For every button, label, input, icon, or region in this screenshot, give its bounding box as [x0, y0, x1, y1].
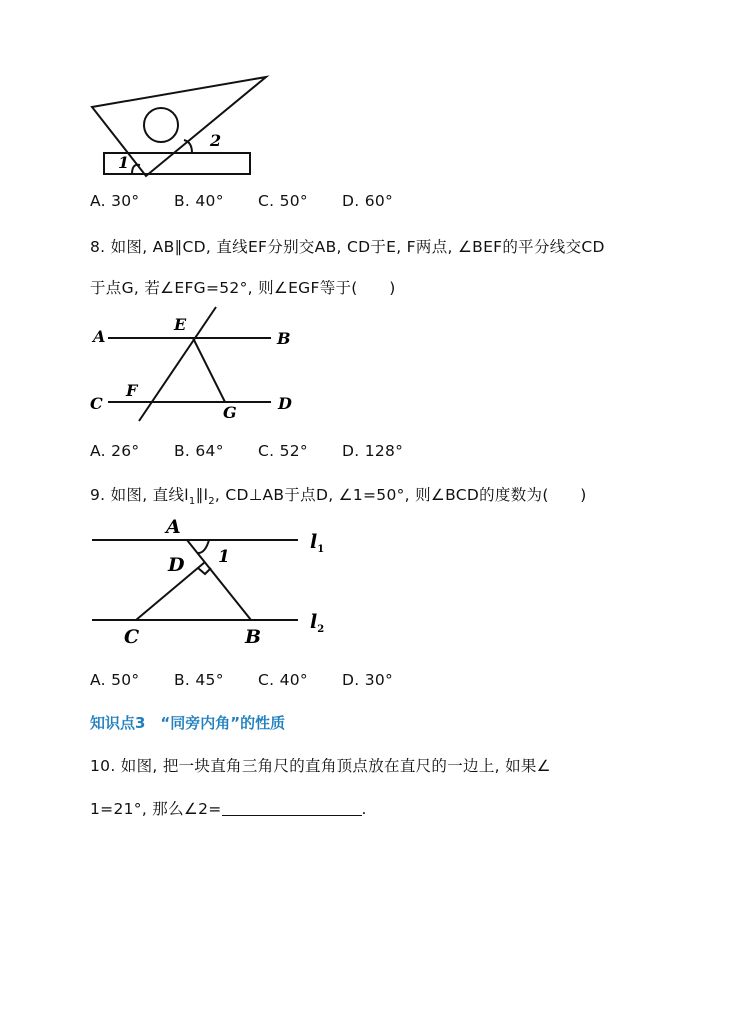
label-b: B: [245, 626, 262, 648]
q8-figure: [85, 305, 310, 425]
label-l2-letter: l: [310, 611, 318, 633]
q9-choice-d[interactable]: D. 30°: [342, 671, 394, 689]
q7-choice-a[interactable]: A. 30°: [90, 192, 140, 210]
angle-2-arc: [184, 140, 192, 153]
q7-figure: [88, 70, 278, 180]
q8-choice-d[interactable]: D. 128°: [342, 442, 404, 460]
q8-choices: [90, 442, 426, 460]
q10-text-line1: 10. 如图, 把一块直角三角尺的直角顶点放在直尺的一边上, 如果∠: [90, 757, 551, 775]
q10-text-line2: [90, 797, 367, 819]
q9-choice-c[interactable]: C. 40°: [258, 671, 308, 689]
label-l2: [310, 611, 324, 635]
q8-text-line1: 8. 如图, AB∥CD, 直线EF分别交AB, CD于E, F两点, ∠BEF的平分线交CD: [90, 238, 605, 256]
set-square-hole: [144, 108, 178, 142]
label-d: D: [168, 554, 185, 576]
label-b: B: [277, 329, 291, 348]
q7-choice-c[interactable]: C. 50°: [258, 192, 308, 210]
section-heading: 知识点3 “同旁内角”的性质: [90, 714, 286, 732]
q8-text-line2: 于点G, 若∠EFG=52°, 则∠EGF等于( ): [90, 279, 396, 297]
q9-sub1: 1: [188, 496, 196, 508]
label-c: C: [124, 626, 140, 648]
q10-line2-prefix: 1=21°, 那么∠2=: [90, 800, 222, 818]
q10-answer-blank[interactable]: [222, 801, 362, 816]
q7-choice-b[interactable]: B. 40°: [174, 192, 224, 210]
bisector-eg: [193, 338, 225, 402]
label-1: 1: [218, 547, 230, 567]
right-angle-mark: [198, 568, 211, 574]
label-e: E: [174, 315, 187, 334]
q7-label-2: 2: [210, 131, 222, 150]
q7-choice-d[interactable]: D. 60°: [342, 192, 394, 210]
q8-choice-c[interactable]: C. 52°: [258, 442, 308, 460]
q8-choice-b[interactable]: B. 64°: [174, 442, 224, 460]
q9-choice-a[interactable]: A. 50°: [90, 671, 140, 689]
q9-choice-b[interactable]: B. 45°: [174, 671, 224, 689]
q9-prefix: 9. 如图, 直线l: [90, 486, 189, 504]
label-l1: [310, 531, 324, 555]
q9-suffix: , CD⊥AB于点D, ∠1=50°, 则∠BCD的度数为( ): [214, 486, 587, 504]
label-f: F: [126, 381, 138, 400]
q9-choices: [90, 671, 426, 689]
q9-figure: [88, 510, 338, 655]
label-a: A: [93, 327, 106, 346]
label-d: D: [278, 394, 292, 413]
angle-1-arc: [197, 540, 209, 553]
q8-choice-a[interactable]: A. 26°: [90, 442, 140, 460]
label-c: C: [90, 394, 103, 413]
q7-label-1: 1: [118, 153, 130, 172]
q9-text: [90, 483, 587, 507]
label-a: A: [166, 516, 181, 538]
label-l1-letter: l: [310, 531, 318, 553]
q7-choices: [90, 192, 426, 210]
q10-line2-suffix: .: [361, 800, 367, 818]
label-l1-sub: 1: [317, 544, 325, 555]
q9-sub2: 2: [208, 496, 215, 508]
label-l2-sub: 2: [317, 624, 325, 635]
label-g: G: [223, 403, 237, 422]
q9-mid: ∥l: [195, 486, 209, 504]
